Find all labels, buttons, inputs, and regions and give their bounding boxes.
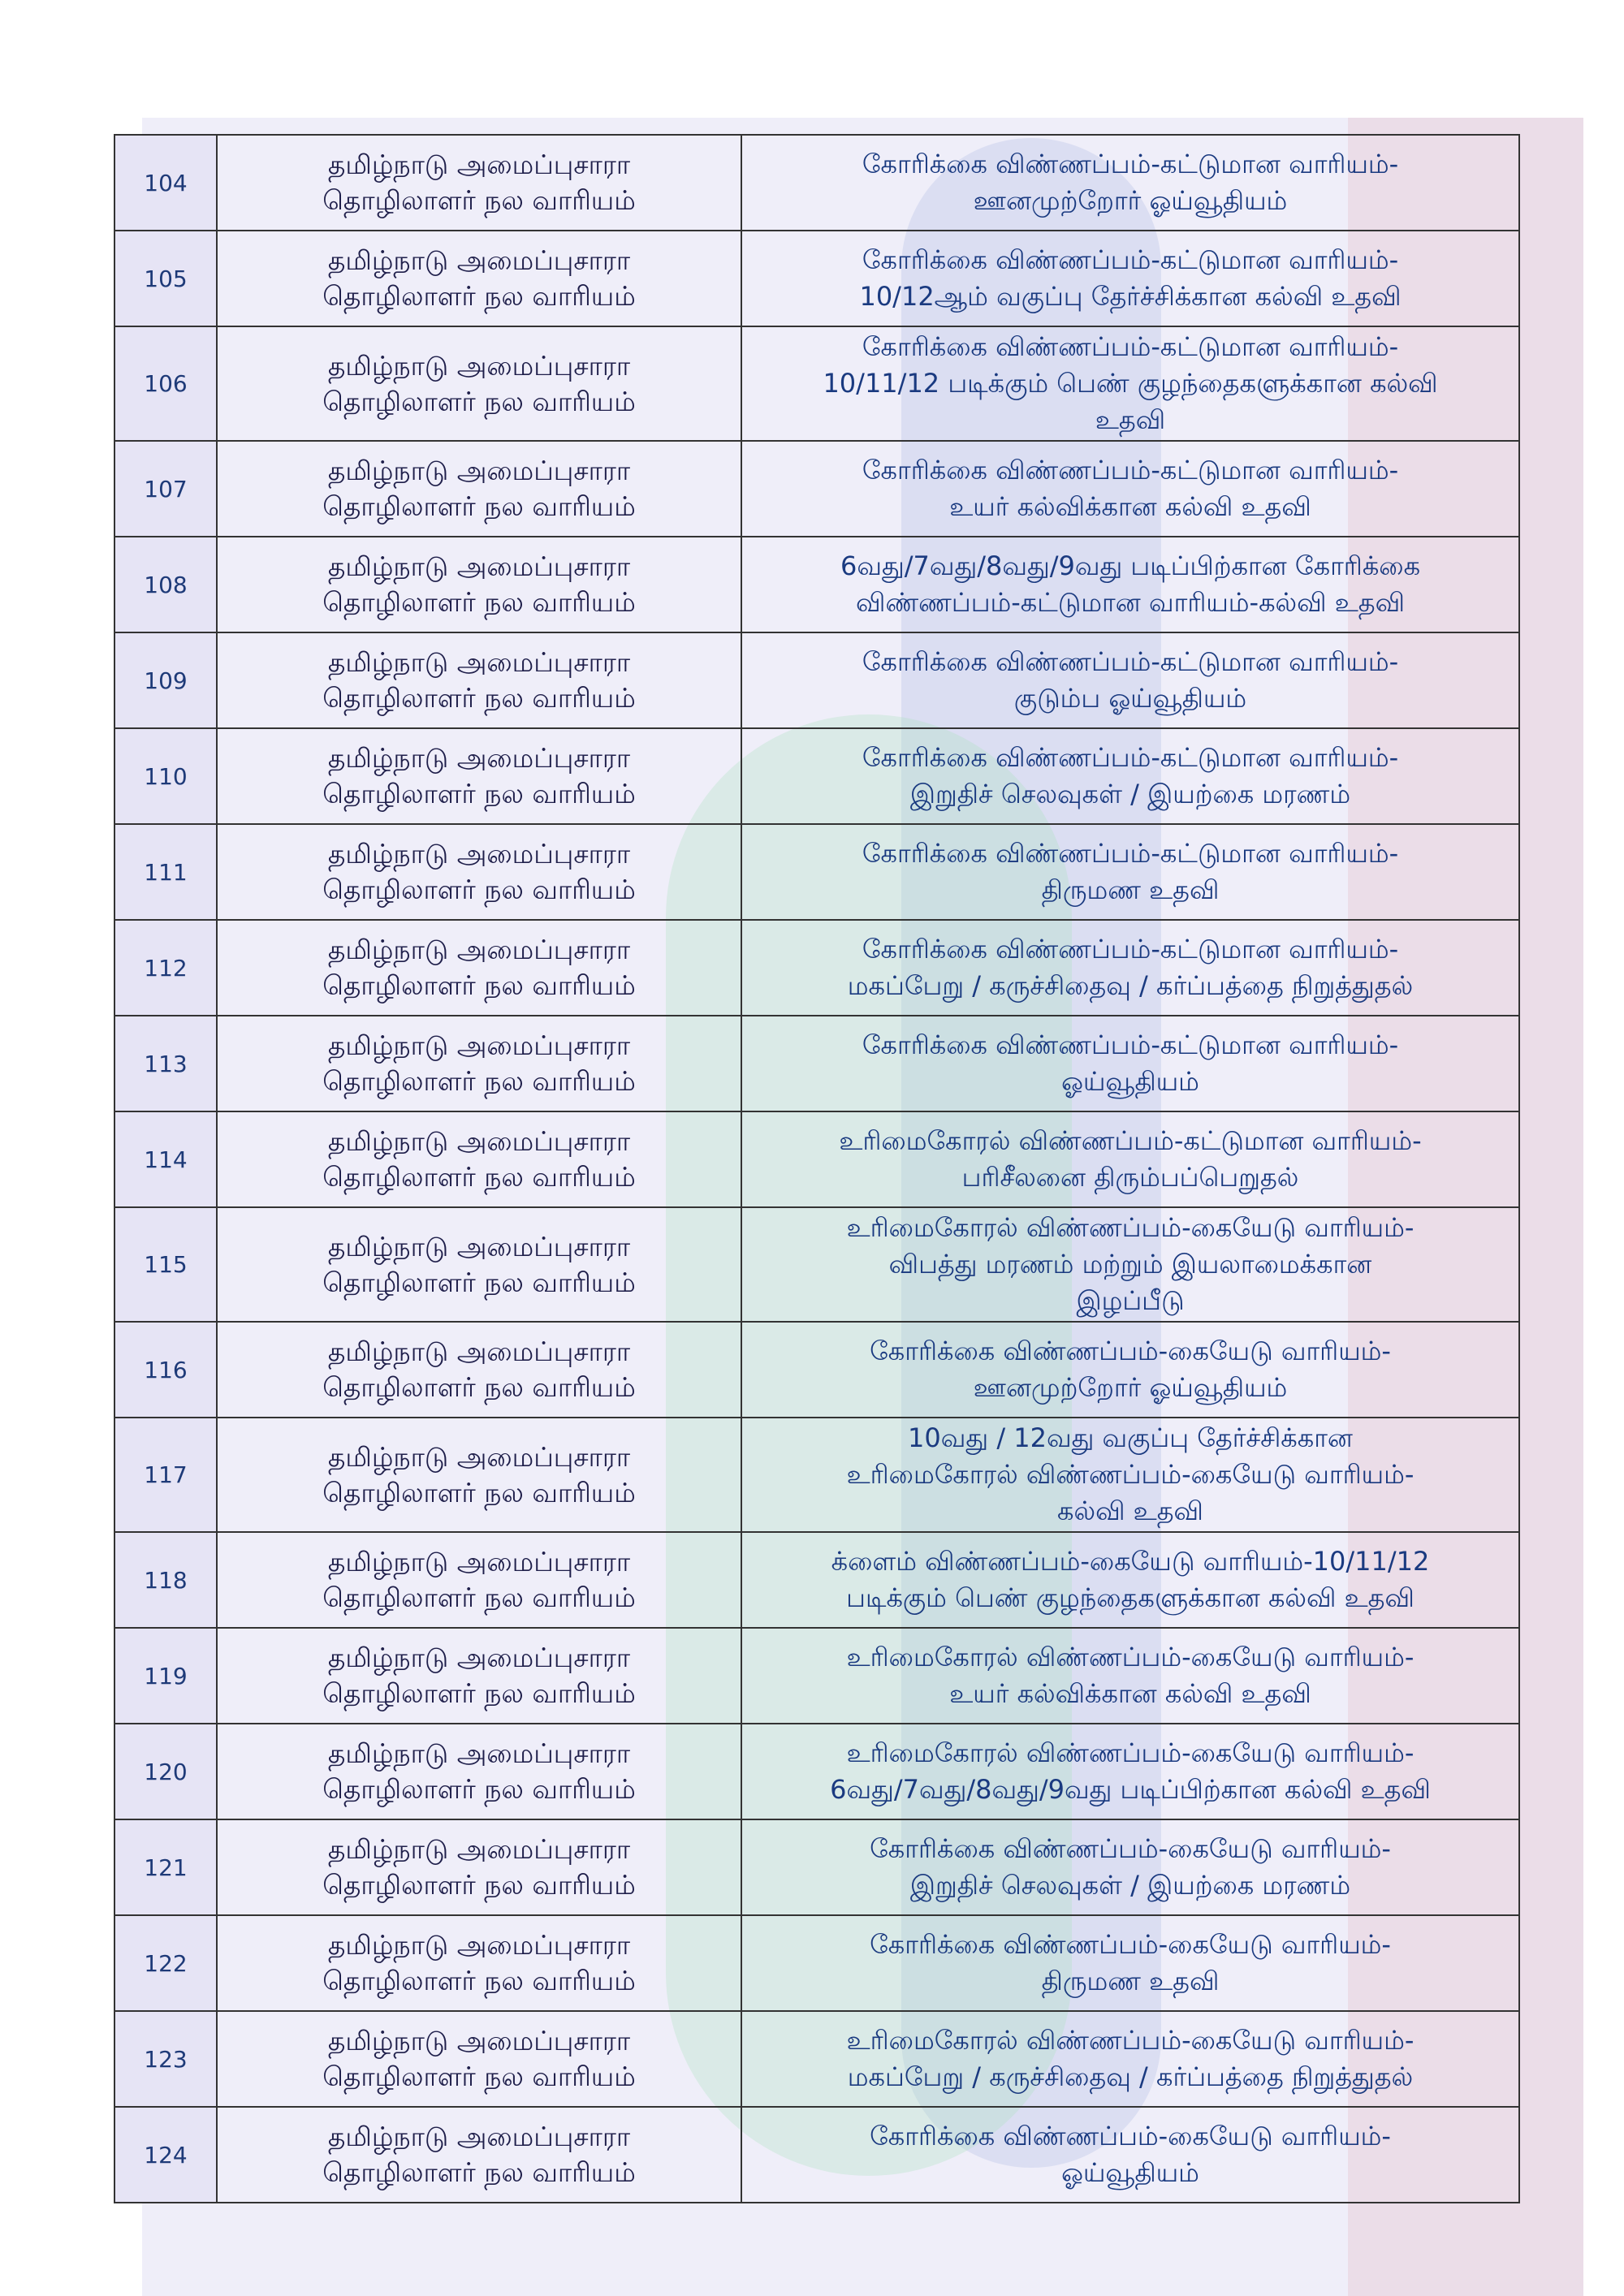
service-name-line: குடும்ப ஓய்வூதியம் — [1013, 683, 1247, 714]
serial-number: 113 — [114, 1016, 217, 1111]
table-row — [114, 231, 1519, 326]
board-name-cell — [217, 1724, 741, 1819]
board-name-cell — [217, 824, 741, 920]
serial-number: 114 — [114, 1111, 217, 1207]
service-name-line: கோரிக்கை விண்ணப்பம்-கட்டுமான வாரியம்- — [862, 742, 1399, 773]
board-name-line: தொழிலாளர் நல வாரியம் — [322, 874, 636, 905]
board-name-cell — [217, 1915, 741, 2011]
service-name-line: பரிசீலனை திரும்பப்பெறுதல் — [961, 1162, 1299, 1193]
board-name-line: தமிழ்நாடு அமைப்புசாரா — [327, 838, 631, 870]
board-name-line: தொழிலாளர் நல வாரியம் — [322, 490, 636, 522]
table-row — [114, 537, 1519, 632]
table-row — [114, 824, 1519, 920]
table-row — [114, 326, 1519, 441]
service-name-line: உயர் கல்விக்கான கல்வி உதவி — [949, 1678, 1311, 1709]
service-name-line: படிக்கும் பெண் குழந்தைகளுக்கான கல்வி உதவி — [846, 1582, 1415, 1613]
board-name-line: தமிழ்நாடு அமைப்புசாரா — [327, 349, 631, 382]
board-name-cell — [217, 920, 741, 1016]
service-name-cell — [741, 1532, 1519, 1628]
board-name-line: தொழிலாளர் நல வாரியம் — [322, 1773, 636, 1805]
service-name-line: உதவி — [1095, 404, 1166, 435]
serial-number: 105 — [114, 231, 217, 326]
board-name-cell — [217, 1532, 741, 1628]
table-row — [114, 1628, 1519, 1724]
board-name-cell — [217, 1111, 741, 1207]
board-name-cell — [217, 2107, 741, 2203]
board-name-line: தொழிலாளர் நல வாரியம் — [322, 1582, 636, 1613]
service-name-line: 6வது/7வது/8வது/9வது படிப்பிற்கான கல்வி உதவி — [830, 1774, 1431, 1805]
board-name-line: தமிழ்நாடு அமைப்புசாரா — [327, 1125, 631, 1157]
board-name-line: தமிழ்நாடு அமைப்புசாரா — [327, 1029, 631, 1061]
service-name-line: ஓய்வூதியம் — [1061, 1066, 1199, 1097]
table-row — [114, 135, 1519, 231]
service-name-line: கோரிக்கை விண்ணப்பம்-கையேடு வாரியம்- — [870, 2121, 1391, 2151]
service-name-line: விபத்து மரணம் மற்றும் இயலாமைக்கான — [888, 1249, 1372, 1280]
table-row — [114, 1207, 1519, 1322]
board-name-line: தமிழ்நாடு அமைப்புசாரா — [327, 1642, 631, 1673]
service-name-line: உரிமைகோரல் விண்ணப்பம்-கட்டுமான வாரியம்- — [839, 1125, 1422, 1156]
table-row — [114, 632, 1519, 728]
table-body — [114, 135, 1519, 2203]
service-name-line: கோரிக்கை விண்ணப்பம்-கட்டுமான வாரியம்- — [862, 1029, 1399, 1060]
service-name-line: கோரிக்கை விண்ணப்பம்-கட்டுமான வாரியம்- — [862, 331, 1399, 362]
board-name-line: தமிழ்நாடு அமைப்புசாரா — [327, 646, 631, 678]
board-name-cell — [217, 135, 741, 231]
service-name-line: கோரிக்கை விண்ணப்பம்-கட்டுமான வாரியம்- — [862, 934, 1399, 965]
service-name-line: உரிமைகோரல் விண்ணப்பம்-கையேடு வாரியம்- — [846, 1459, 1415, 1490]
board-name-line: தமிழ்நாடு அமைப்புசாரா — [327, 1833, 631, 1865]
board-name-line: தமிழ்நாடு அமைப்புசாரா — [327, 2121, 631, 2152]
serial-number: 118 — [114, 1532, 217, 1628]
service-name-line: 10/12ஆம் வகுப்பு தேர்ச்சிக்கான கல்வி உதவி — [859, 281, 1402, 312]
board-name-line: தொழிலாளர் நல வாரியம் — [322, 778, 636, 809]
services-table — [114, 134, 1520, 2203]
board-name-line: தமிழ்நாடு அமைப்புசாரா — [327, 550, 631, 582]
board-name-cell — [217, 1322, 741, 1418]
board-name-line: தொழிலாளர் நல வாரியம் — [322, 1869, 636, 1901]
table-row — [114, 1724, 1519, 1819]
service-name-line: கோரிக்கை விண்ணப்பம்-கட்டுமான வாரியம்- — [862, 149, 1399, 179]
table-row — [114, 1532, 1519, 1628]
board-name-cell — [217, 326, 741, 441]
serial-number: 121 — [114, 1819, 217, 1915]
board-name-line: தொழிலாளர் நல வாரியம் — [322, 1476, 636, 1508]
service-name-line: உரிமைகோரல் விண்ணப்பம்-கையேடு வாரியம்- — [846, 1737, 1415, 1768]
serial-number: 115 — [114, 1207, 217, 1322]
service-name-line: 10வது / 12வது வகுப்பு தேர்ச்சிக்கான — [908, 1422, 1353, 1453]
service-name-cell — [741, 2011, 1519, 2107]
board-name-line: தமிழ்நாடு அமைப்புசாரா — [327, 244, 631, 276]
board-name-cell — [217, 1418, 741, 1532]
board-name-line: தொழிலாளர் நல வாரியம் — [322, 1065, 636, 1097]
board-name-cell — [217, 1016, 741, 1111]
serial-number: 124 — [114, 2107, 217, 2203]
service-name-line: ஓய்வூதியம் — [1061, 2157, 1199, 2188]
serial-number: 116 — [114, 1322, 217, 1418]
service-name-line: கோரிக்கை விண்ணப்பம்-கையேடு வாரியம்- — [870, 1929, 1391, 1960]
service-name-cell — [741, 326, 1519, 441]
service-name-cell — [741, 1628, 1519, 1724]
service-name-cell — [741, 1207, 1519, 1322]
board-name-line: தொழிலாளர் நல வாரியம் — [322, 2061, 636, 2092]
board-name-line: தொழிலாளர் நல வாரியம் — [322, 280, 636, 312]
service-name-line: ஊனமுற்றோர் ஓய்வூதியம் — [973, 1372, 1288, 1403]
board-name-cell — [217, 1819, 741, 1915]
service-name-line: திருமண உதவி — [1041, 1966, 1220, 1996]
service-name-cell — [741, 1418, 1519, 1532]
service-name-line: இறுதிச் செலவுகள் / இயற்கை மரணம் — [909, 1870, 1351, 1901]
serial-number: 123 — [114, 2011, 217, 2107]
serial-number: 107 — [114, 441, 217, 537]
table-row — [114, 728, 1519, 824]
service-name-cell — [741, 537, 1519, 632]
table-row — [114, 1819, 1519, 1915]
service-name-line: கோரிக்கை விண்ணப்பம்-கையேடு வாரியம்- — [870, 1336, 1391, 1366]
table-row — [114, 2107, 1519, 2203]
service-name-cell — [741, 1016, 1519, 1111]
service-name-line: உரிமைகோரல் விண்ணப்பம்-கையேடு வாரியம்- — [846, 1642, 1415, 1672]
board-name-line: தமிழ்நாடு அமைப்புசாரா — [327, 1546, 631, 1577]
serial-number: 122 — [114, 1915, 217, 2011]
board-name-line: தமிழ்நாடு அமைப்புசாரா — [327, 1336, 631, 1367]
board-name-line: தொழிலாளர் நல வாரியம் — [322, 969, 636, 1001]
board-name-line: தொழிலாளர் நல வாரியம் — [322, 586, 636, 618]
service-name-cell — [741, 1111, 1519, 1207]
service-name-line: கோரிக்கை விண்ணப்பம்-கட்டுமான வாரியம்- — [862, 455, 1399, 486]
service-name-cell — [741, 441, 1519, 537]
service-name-line: உரிமைகோரல் விண்ணப்பம்-கையேடு வாரியம்- — [846, 1212, 1415, 1243]
service-name-cell — [741, 1322, 1519, 1418]
board-name-line: தமிழ்நாடு அமைப்புசாரா — [327, 1929, 631, 1961]
service-name-line: திருமண உதவி — [1041, 874, 1220, 905]
serial-number: 108 — [114, 537, 217, 632]
service-name-line: இழப்பீடு — [1076, 1285, 1185, 1316]
table-row — [114, 920, 1519, 1016]
service-name-line: உரிமைகோரல் விண்ணப்பம்-கையேடு வாரியம்- — [846, 2025, 1415, 2056]
board-name-line: தொழிலாளர் நல வாரியம் — [322, 1677, 636, 1709]
table-row — [114, 1915, 1519, 2011]
board-name-line: தொழிலாளர் நல வாரியம் — [322, 682, 636, 714]
board-name-line: தமிழ்நாடு அமைப்புசாரா — [327, 1737, 631, 1769]
service-name-cell — [741, 2107, 1519, 2203]
service-name-line: கோரிக்கை விண்ணப்பம்-கையேடு வாரியம்- — [870, 1833, 1391, 1864]
board-name-cell — [217, 537, 741, 632]
table-row — [114, 1322, 1519, 1418]
board-name-cell — [217, 231, 741, 326]
serial-number: 106 — [114, 326, 217, 441]
board-name-line: தமிழ்நாடு அமைப்புசாரா — [327, 1440, 631, 1473]
board-name-line: தொழிலாளர் நல வாரியம் — [322, 2156, 636, 2188]
serial-number: 119 — [114, 1628, 217, 1724]
service-name-line: 10/11/12 படிக்கும் பெண் குழந்தைகளுக்கான கல்வி — [823, 368, 1438, 399]
board-name-line: தமிழ்நாடு அமைப்புசாரா — [327, 149, 631, 180]
service-name-line: 6வது/7வது/8வது/9வது படிப்பிற்கான கோரிக்கை — [840, 550, 1421, 581]
service-name-line: கோரிக்கை விண்ணப்பம்-கட்டுமான வாரியம்- — [862, 646, 1399, 677]
service-name-line: கோரிக்கை விண்ணப்பம்-கட்டுமான வாரியம்- — [862, 244, 1399, 275]
board-name-line: தமிழ்நாடு அமைப்புசாரா — [327, 455, 631, 486]
service-name-cell — [741, 824, 1519, 920]
serial-number: 112 — [114, 920, 217, 1016]
service-name-cell — [741, 231, 1519, 326]
board-name-line: தமிழ்நாடு அமைப்புசாரா — [327, 934, 631, 965]
board-name-line: தொழிலாளர் நல வாரியம் — [322, 1161, 636, 1193]
board-name-cell — [217, 728, 741, 824]
service-name-cell — [741, 728, 1519, 824]
service-name-cell — [741, 1724, 1519, 1819]
board-name-line: தமிழ்நாடு அமைப்புசாரா — [327, 742, 631, 774]
service-name-line: ஊனமுற்றோர் ஓய்வூதியம் — [973, 185, 1288, 216]
service-name-line: இறுதிச் செலவுகள் / இயற்கை மரணம் — [909, 779, 1351, 809]
service-name-line: மகப்பேறு / கருச்சிதைவு / கர்ப்பத்தை நிறுத்துதல் — [847, 2061, 1414, 2092]
serial-number: 104 — [114, 135, 217, 231]
service-name-cell — [741, 1819, 1519, 1915]
service-name-cell — [741, 920, 1519, 1016]
service-name-cell — [741, 1915, 1519, 2011]
board-name-cell — [217, 632, 741, 728]
service-name-cell — [741, 135, 1519, 231]
board-name-line: தமிழ்நாடு அமைப்புசாரா — [327, 1230, 631, 1262]
serial-number: 111 — [114, 824, 217, 920]
serial-number: 110 — [114, 728, 217, 824]
service-name-cell — [741, 632, 1519, 728]
board-name-cell — [217, 2011, 741, 2107]
serial-number: 120 — [114, 1724, 217, 1819]
board-name-line: தொழிலாளர் நல வாரியம் — [322, 385, 636, 417]
board-name-cell — [217, 1207, 741, 1322]
service-name-line: க்ளைம் விண்ணப்பம்-கையேடு வாரியம்-10/11/12 — [831, 1546, 1430, 1577]
board-name-line: தமிழ்நாடு அமைப்புசாரா — [327, 2025, 631, 2056]
board-name-line: தொழிலாளர் நல வாரியம் — [322, 1965, 636, 1996]
table-row — [114, 2011, 1519, 2107]
board-name-line: தொழிலாளர் நல வாரியம் — [322, 1266, 636, 1298]
serial-number: 109 — [114, 632, 217, 728]
board-name-cell — [217, 1628, 741, 1724]
service-name-line: உயர் கல்விக்கான கல்வி உதவி — [949, 491, 1311, 522]
service-name-line: விண்ணப்பம்-கட்டுமான வாரியம்-கல்வி உதவி — [856, 587, 1405, 618]
board-name-cell — [217, 441, 741, 537]
table-row — [114, 1016, 1519, 1111]
service-name-line: கல்வி உதவி — [1057, 1495, 1203, 1526]
table-row — [114, 1111, 1519, 1207]
board-name-line: தொழிலாளர் நல வாரியம் — [322, 184, 636, 216]
service-name-line: கோரிக்கை விண்ணப்பம்-கட்டுமான வாரியம்- — [862, 838, 1399, 869]
service-name-line: மகப்பேறு / கருச்சிதைவு / கர்ப்பத்தை நிறுத்துதல் — [847, 970, 1414, 1001]
table-row — [114, 1418, 1519, 1532]
board-name-line: தொழிலாளர் நல வாரியம் — [322, 1371, 636, 1403]
table-row — [114, 441, 1519, 537]
serial-number: 117 — [114, 1418, 217, 1532]
